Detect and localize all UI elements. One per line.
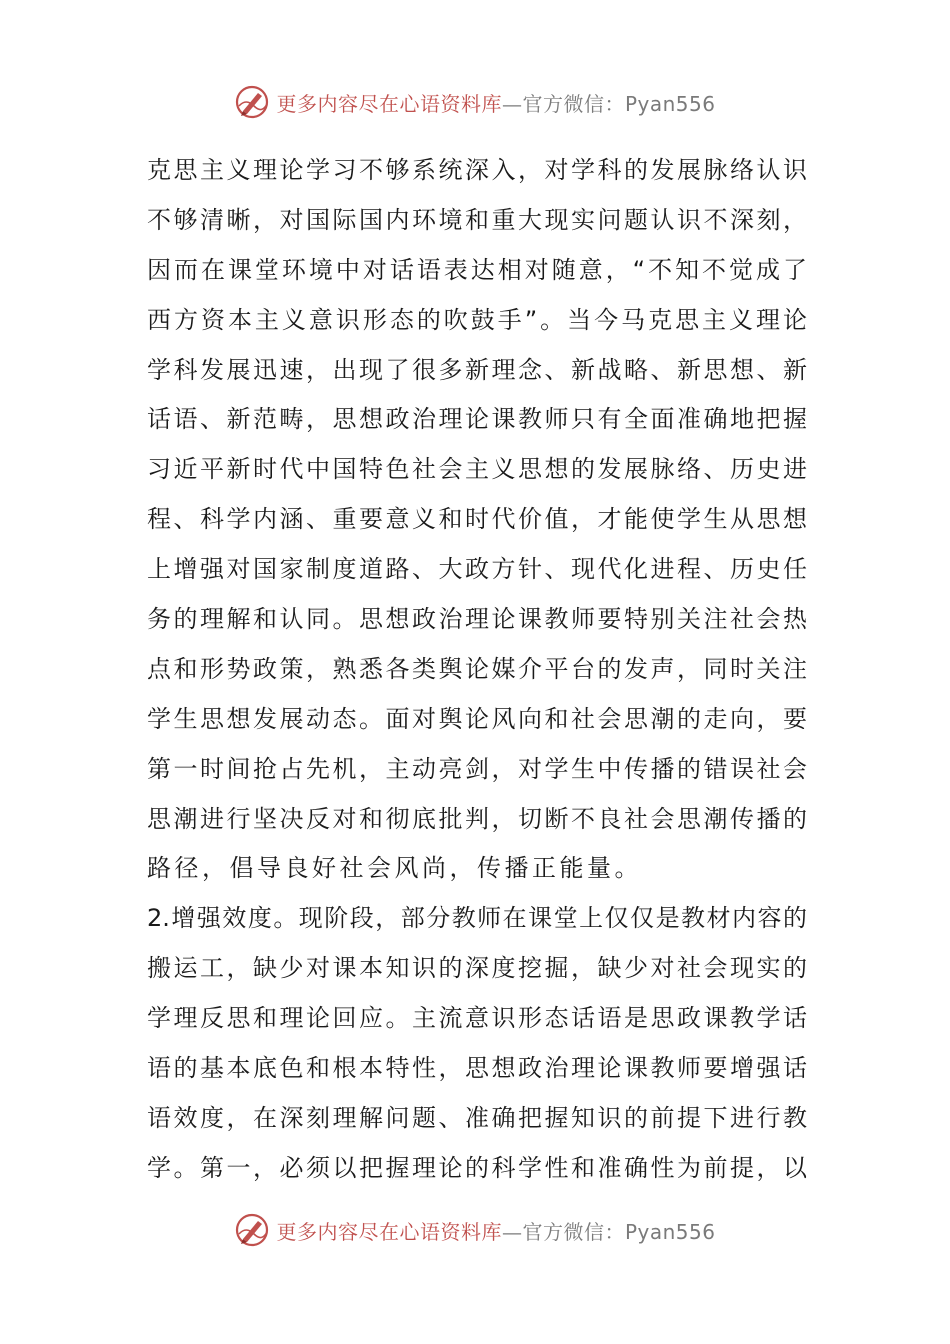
text-line: 点和形势政策，熟悉各类舆论媒介平台的发声，同时关注: [147, 654, 807, 683]
section-heading-line: 2.增强效度。现阶段，部分教师在课堂上仅仅是教材内容的: [147, 904, 807, 933]
header-banner: [0, 82, 950, 122]
text-line: 程、科学内涵、重要意义和时代价值，才能使学生从思想: [147, 505, 807, 534]
text-line: 学理反思和理论回应。主流意识形态话语是思政课教学话: [147, 1004, 807, 1033]
text-line: 习近平新时代中国特色社会主义思想的发展脉络、历史进: [147, 455, 807, 484]
header-site-text: 更多内容尽在心语资料库: [276, 91, 502, 116]
text-line: 学。第一，必须以把握理论的科学性和准确性为前提，以: [147, 1153, 807, 1182]
text-line: 克思主义理论学习不够系统深入，对学科的发展脉络认识: [147, 156, 807, 184]
header-separator: —: [501, 91, 523, 116]
text-line: 因而在课堂环境中对话语表达相对随意，“不知不觉成了: [147, 255, 807, 284]
body-text: [147, 150, 807, 1198]
pen-logo-icon: [234, 1212, 270, 1248]
pen-logo-icon: [234, 84, 270, 120]
text-line: 务的理解和认同。思想政治理论课教师要特别关注社会热: [147, 605, 807, 634]
text-line: 学科发展迅速，出现了很多新理念、新战略、新思想、新: [147, 355, 807, 384]
footer-separator: —: [501, 1219, 523, 1244]
text-line: 西方资本主义意识形态的吹鼓手”。当今马克思主义理论: [147, 305, 807, 334]
text-line: 不够清晰，对国际国内环境和重大现实问题认识不深刻，: [147, 205, 807, 234]
header-text: [276, 88, 715, 117]
text-line: 语效度，在深刻理解问题、准确把握知识的前提下进行教: [147, 1103, 807, 1132]
footer-banner: [0, 1210, 950, 1250]
text-line: 学生思想发展动态。面对舆论风向和社会思潮的走向，要: [147, 704, 807, 733]
text-line: 搬运工，缺少对课本知识的深度挖掘，缺少对社会现实的: [147, 954, 807, 983]
footer-wechat-text: 官方微信：Pyan556: [522, 1219, 716, 1244]
paragraph-end-line: 路径，倡导良好社会风尚，传播正能量。: [147, 854, 642, 883]
text-line: 话语、新范畴，思想政治理论课教师只有全面准确地把握: [147, 405, 807, 434]
header-wechat-text: 官方微信：Pyan556: [522, 91, 716, 116]
footer-site-text: 更多内容尽在心语资料库: [276, 1219, 502, 1244]
footer-text: [276, 1216, 715, 1245]
text-line: 思潮进行坚决反对和彻底批判，切断不良社会思潮传播的: [147, 804, 807, 833]
text-line: 第一时间抢占先机，主动亮剑，对学生中传播的错误社会: [147, 754, 807, 783]
text-line: 上增强对国家制度道路、大政方针、现代化进程、历史任: [147, 555, 807, 584]
text-line: 语的基本底色和根本特性，思想政治理论课教师要增强话: [147, 1054, 807, 1083]
